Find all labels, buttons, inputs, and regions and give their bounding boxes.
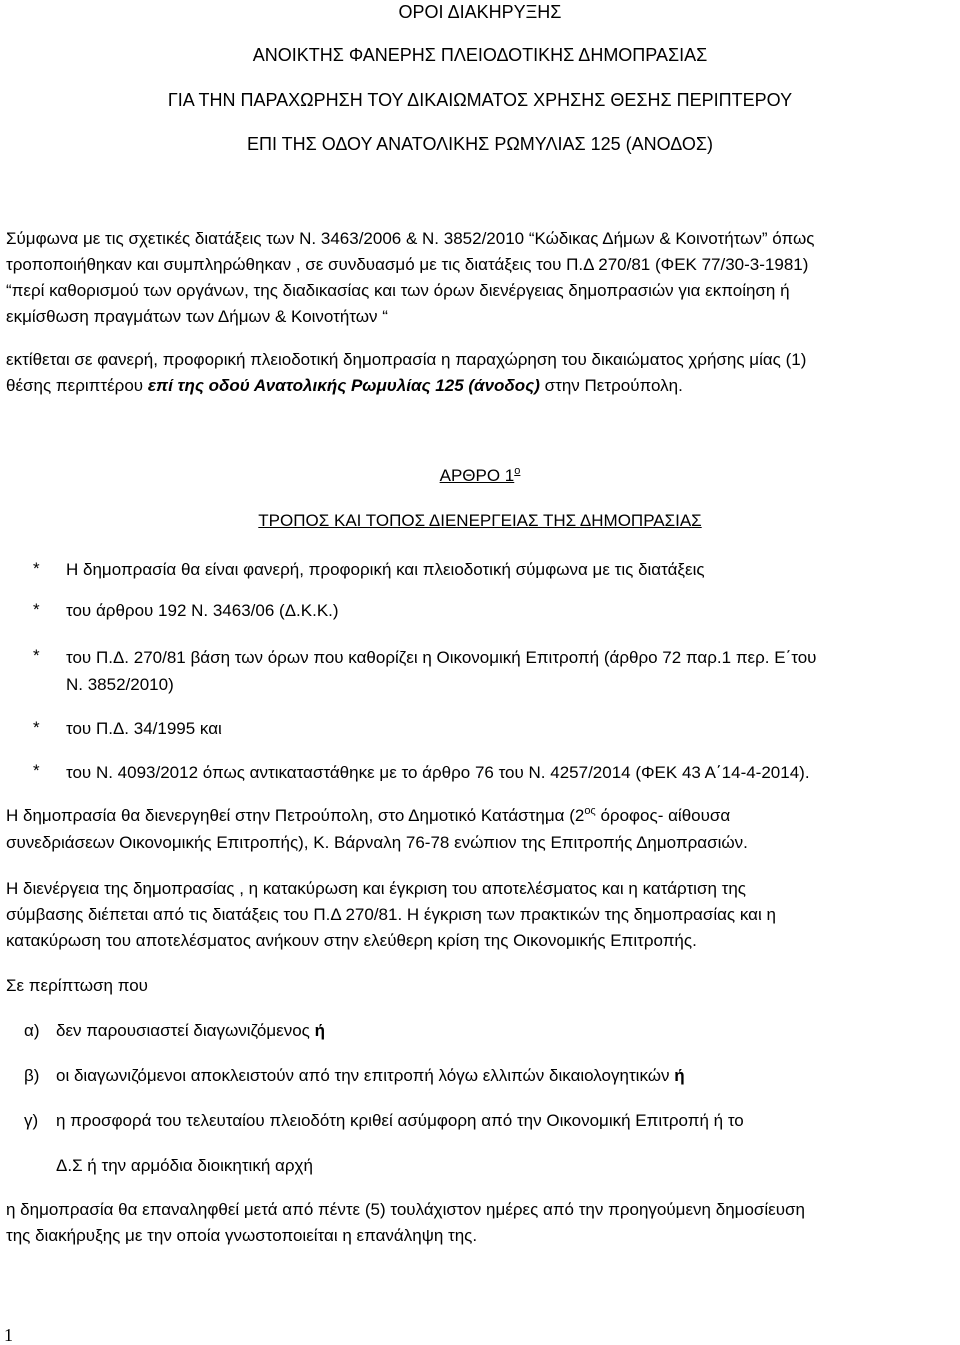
announce-pre: θέσης περιπτέρου	[6, 376, 148, 395]
process-line-3: κατακύρωση του αποτελέσματος ανήκουν στην ελεύθερη κρίση της Οικονομικής Επιτροπής.	[6, 931, 697, 950]
bullet-text: του Π.Δ. 34/1995 και	[66, 719, 222, 738]
case-c-text: η προσφορά του τελευταίου πλειοδότη κριθεί ασύμφορη από την Οικονομική Επιτροπή ή το	[56, 1111, 744, 1130]
case-a-or: ή	[314, 1021, 325, 1040]
venue-floor-sup: ος	[584, 805, 596, 817]
bullet-mark: *	[33, 600, 40, 619]
case-c-cont: Δ.Σ ή την αρμόδια διοικητική αρχή	[56, 1156, 313, 1175]
bullet-mark: *	[33, 718, 40, 737]
bullet-text: του άρθρου 192 Ν. 3463/06 (Δ.Κ.Κ.)	[66, 601, 339, 620]
case-b-label: β)	[24, 1066, 40, 1085]
bullet-mark: *	[33, 559, 40, 578]
announce-location: επί της οδού Ανατολικής Ρωμυλίας 125 (άνοδος)	[147, 376, 540, 395]
article-subheading	[0, 512, 960, 529]
doc-subtitle-2: ΓΙΑ ΤΗΝ ΠΑΡΑΧΩΡΗΣΗ ΤΟΥ ΔΙΚΑΙΩΜΑΤΟΣ ΧΡΗΣΗΣ ΘΕΣΗΣ ΠΕΡΙΠΤΕΡΟΥ	[167, 90, 793, 110]
article-subheading-text: ΤΡΟΠΟΣ ΚΑΙ ΤΟΠΟΣ ΔΙΕΝΕΡΓΕΙΑΣ ΤΗΣ ΔΗΜΟΠΡΑΣΙΑΣ	[258, 511, 702, 530]
announce-line-2	[6, 377, 683, 394]
intro-line-4: εκμίσθωση πραγμάτων των Δήμων & Κοινοτήτων “	[6, 307, 388, 326]
bullet-text: του Ν. 4093/2012 όπως αντικαταστάθηκε με το άρθρο 76 του Ν. 4257/2014 (ΦΕΚ 43 Α΄14-4-2014).	[66, 763, 810, 782]
repeat-line-2: της διακήρυξης με την οποία γνωστοποιείται η επανάληψη της.	[6, 1226, 478, 1245]
page-number: 1	[4, 1325, 13, 1345]
article-heading	[0, 467, 960, 484]
doc-subtitle-1: ΑΝΟΙΚΤΗΣ ΦΑΝΕΡΗΣ ΠΛΕΙΟΔΟΤΙΚΗΣ ΔΗΜΟΠΡΑΣΙΑΣ	[252, 45, 708, 65]
announce-line-1: εκτίθεται σε φανερή, προφορική πλειοδοτική δημοπρασία η παραχώρηση του δικαιώματος χρήσης μίας (1)	[6, 350, 807, 369]
process-line-2: σύμβασης διέπεται από τις διατάξεις του Π.Δ 270/81. Η έγκριση των πρακτικών της δημοπρασίας και η	[6, 905, 776, 924]
doc-title: ΟΡΟΙ ΔΙΑΚΗΡΥΞΗΣ	[398, 2, 562, 22]
case-b-or: ή	[674, 1066, 685, 1085]
doc-subtitle-3: ΕΠΙ ΤΗΣ ΟΔΟΥ ΑΝΑΤΟΛΙΚΗΣ ΡΩΜΥΛΙΑΣ 125 (ΑΝΟΔΟΣ)	[246, 134, 714, 154]
intro-line-3: “περί καθορισμού των οργάνων, της διαδικασίας και των όρων διενέργειας δημοπρασιών για εκποίηση ή	[6, 281, 790, 300]
bullet-mark: *	[33, 646, 40, 665]
case-b-text	[56, 1067, 685, 1084]
venue-line-2: συνεδριάσεων Οικονομικής Επιτροπής), Κ. Βάρναλη 76-78 ενώπιον της Επιτροπής Δημοπρασιών.	[6, 833, 748, 852]
case-a-body: δεν παρουσιαστεί διαγωνιζόμενος	[56, 1021, 315, 1040]
case-b-body: οι διαγωνιζόμενοι αποκλειστούν από την επιτροπή λόγω ελλιπών δικαιολογητικών	[56, 1066, 675, 1085]
case-c-label: γ)	[24, 1111, 39, 1130]
case-a-text	[56, 1022, 325, 1039]
bullet-text: του Π.Δ. 270/81 βάση των όρων που καθορίζει η Οικονομική Επιτροπή (άρθρο 72 παρ.1 περ. Ε΄του	[66, 648, 817, 667]
intro-line-1: Σύμφωνα με τις σχετικές διατάξεις των Ν. 3463/2006 & Ν. 3852/2010 “Κώδικας Δήμων & Κοινοτήτων” όπως	[6, 229, 815, 248]
article-heading-text: ΑΡΘΡΟ 1	[439, 466, 515, 485]
case-intro: Σε περίπτωση που	[6, 976, 148, 995]
announce-post: στην Πετρούπολη.	[539, 376, 683, 395]
process-line-1: Η διενέργεια της δημοπρασίας , η κατακύρωση και έγκριση του αποτελέσματος και η κατάρτιση της	[6, 879, 746, 898]
intro-line-2: τροποποιήθηκαν και συμπληρώθηκαν , σε συνδυασμό με τις διατάξεις του Π.Δ 270/81 (ΦΕΚ 77/30-3-1981)	[6, 255, 809, 274]
venue-line-1	[6, 807, 730, 824]
venue-line-1a: Η δημοπρασία θα διενεργηθεί στην Πετρούπολη, στο Δημοτικό Κατάστημα (2	[6, 806, 585, 825]
case-a-label: α)	[24, 1021, 40, 1040]
venue-line-1b: όροφος- αίθουσα	[595, 806, 731, 825]
article-heading-sup: ο	[514, 465, 521, 477]
repeat-line-1: η δημοπρασία θα επαναληφθεί μετά από πέντε (5) τουλάχιστον ημέρες από την προηγούμενη δημοσίευση	[6, 1200, 805, 1219]
bullet-mark: *	[33, 761, 40, 780]
bullet-text-cont: Ν. 3852/2010)	[66, 675, 174, 694]
bullet-text: Η δημοπρασία θα είναι φανερή, προφορική και πλειοδοτική σύμφωνα με τις διατάξεις	[66, 560, 705, 579]
